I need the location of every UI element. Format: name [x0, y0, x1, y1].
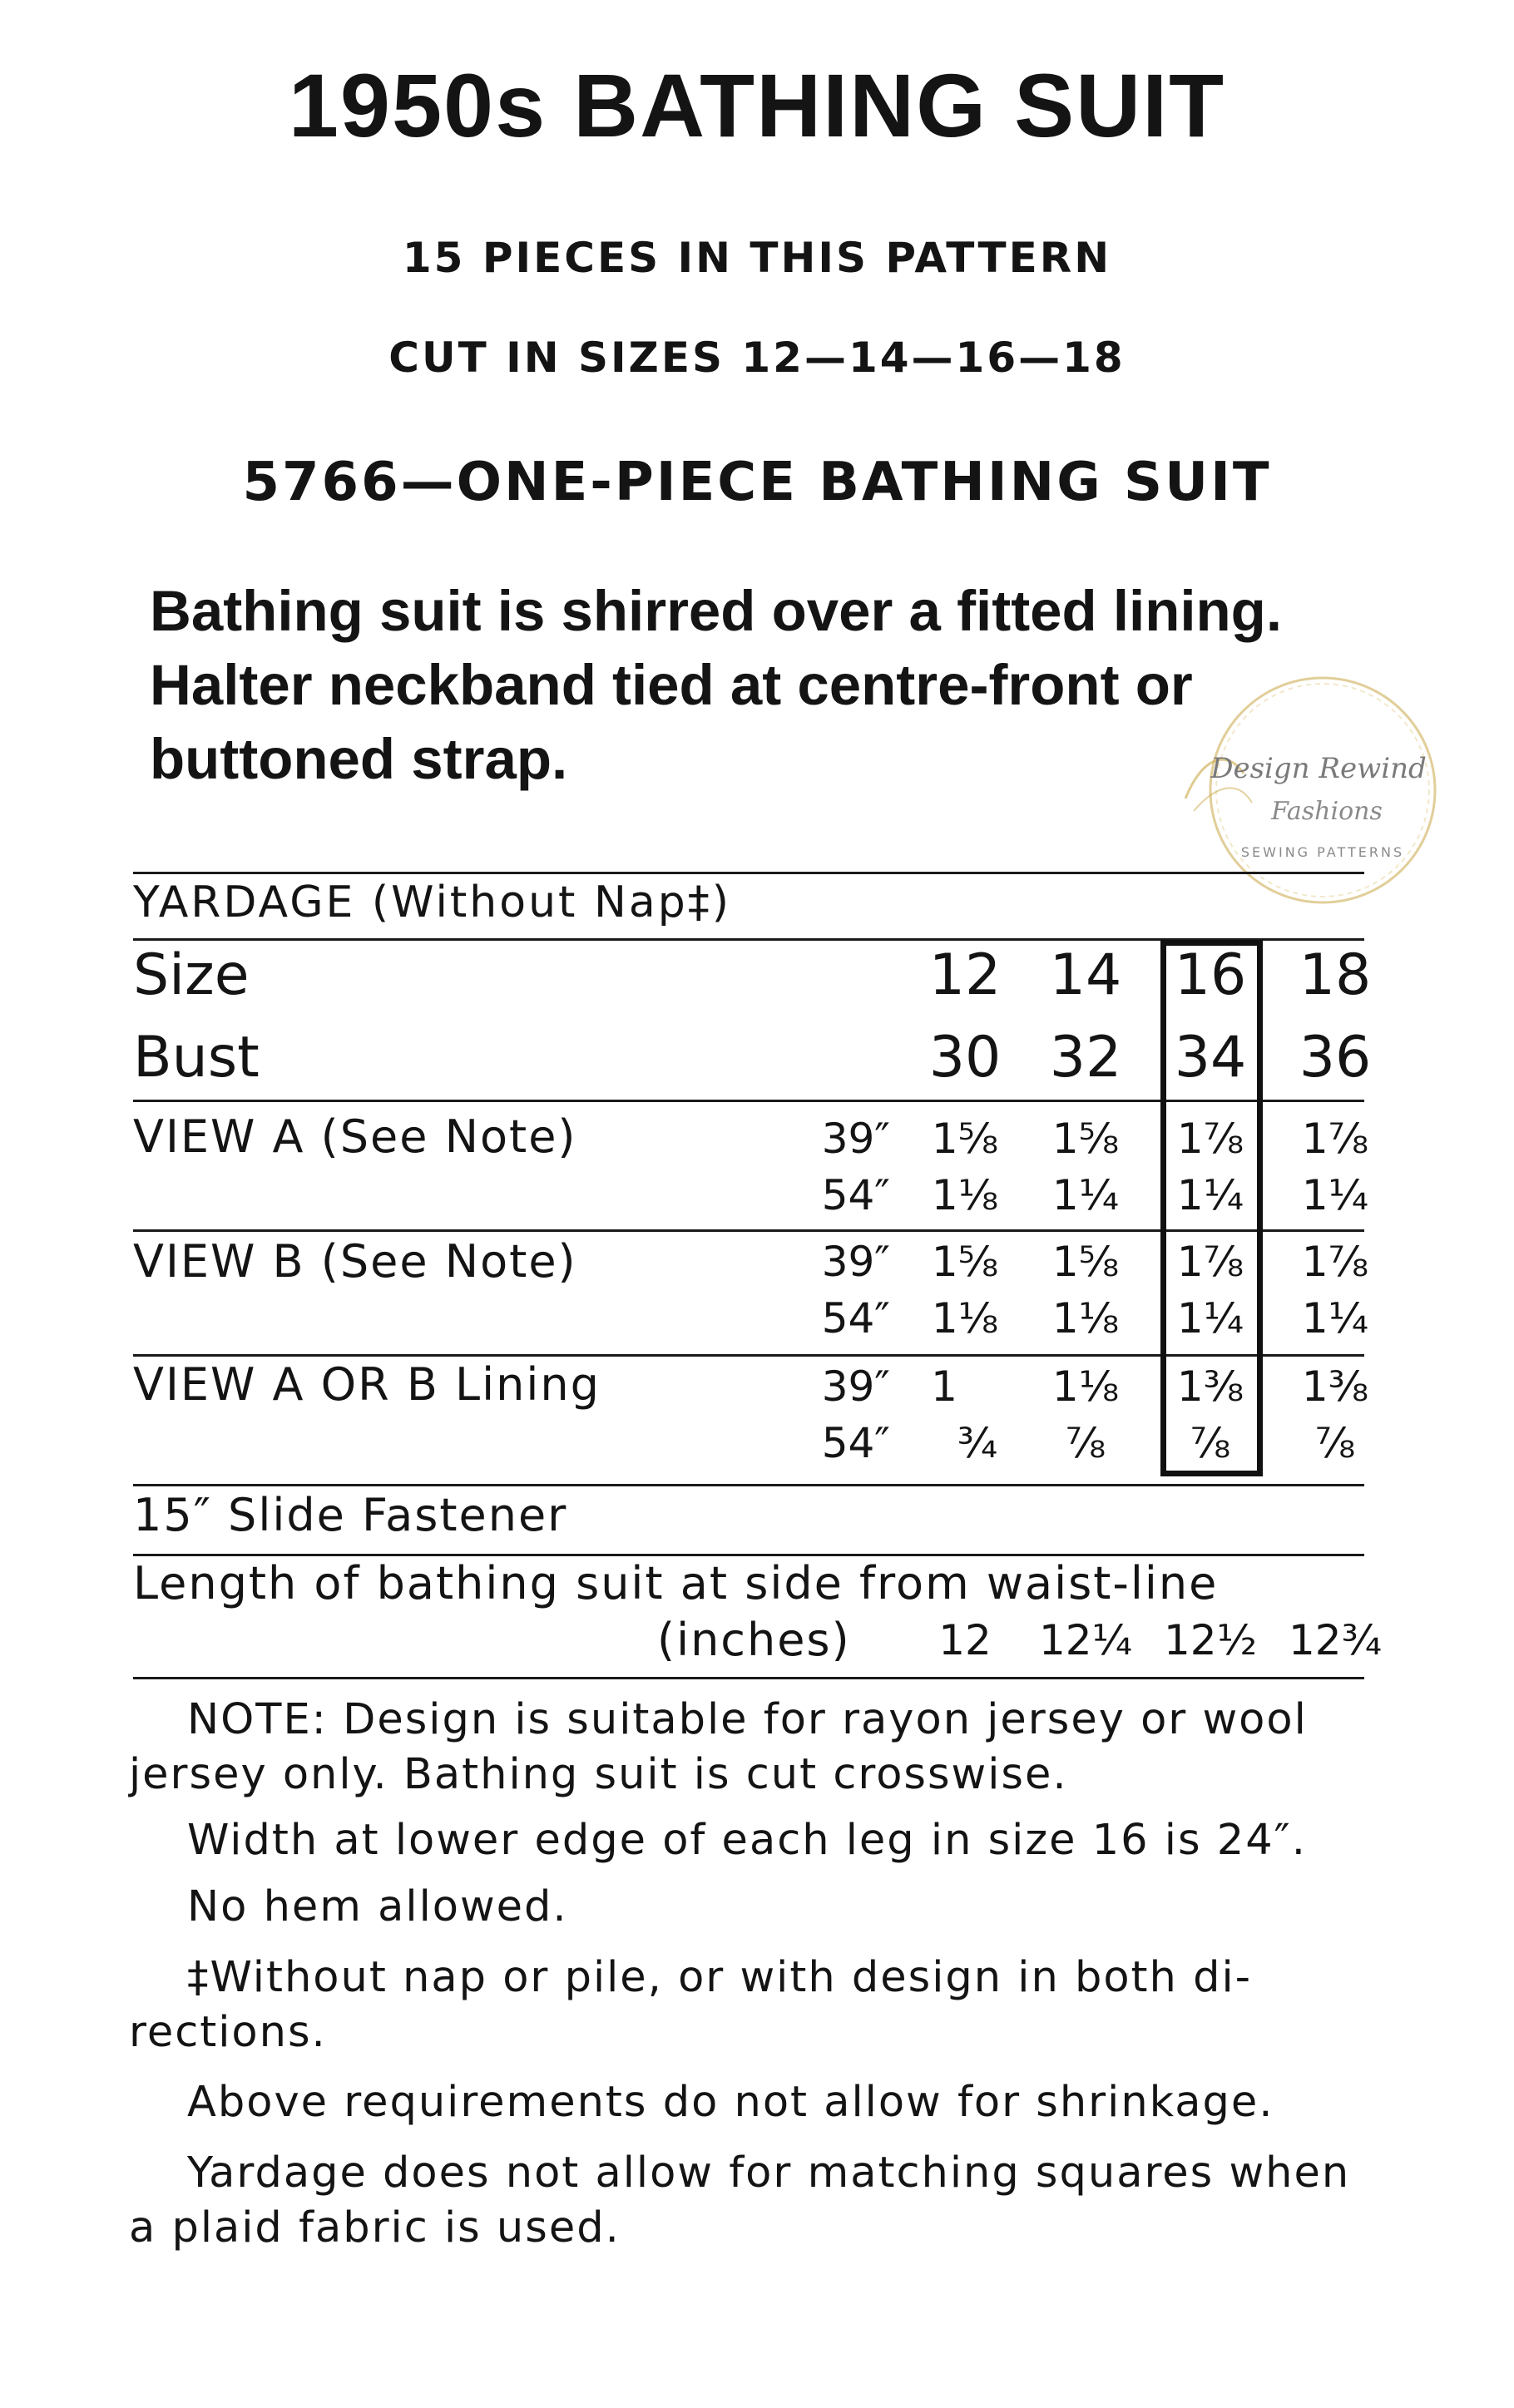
view-a-54-16: 1¼ [1176, 1171, 1244, 1219]
size-16: 16 [1174, 942, 1247, 1008]
sizes-cut: CUT IN SIZES 12—14—16—18 [388, 334, 1126, 382]
view-b-width-39: 39″ [821, 1238, 890, 1286]
view-a-label: VIEW A (See Note) [133, 1110, 577, 1163]
lining-39-18: 1⅜ [1301, 1362, 1369, 1411]
note-nap [129, 1951, 1377, 2060]
length-label: Length of bathing suit at side from waist-line [133, 1557, 1219, 1609]
note-fabric-line-1: NOTE: Design is suitable for rayon jersey or wool [187, 1695, 1308, 1744]
lining-54-16: ⅞ [1190, 1419, 1231, 1467]
page-title: 1950s BATHING SUIT [288, 55, 1226, 156]
note-fabric [129, 1693, 1377, 1802]
table-rule-top [133, 872, 1364, 874]
view-a-39-18: 1⅞ [1301, 1115, 1369, 1163]
view-b-39-12: 1⅝ [931, 1238, 999, 1286]
size-12: 12 [928, 942, 1002, 1008]
note-shrinkage: Above requirements do not allow for shrinkage. [187, 2078, 1274, 2127]
length-12: 12 [938, 1616, 992, 1664]
view-b-54-18: 1¼ [1301, 1294, 1369, 1342]
note-plaid-line-2: a plaid fabric is used. [129, 2203, 621, 2252]
note-leg-width: Width at lower edge of each leg in size 16 is 24″. [187, 1816, 1307, 1865]
logo-text-2: Fashions [1271, 797, 1383, 826]
length-16: 12½ [1163, 1616, 1258, 1664]
view-a-39-14: 1⅝ [1051, 1115, 1120, 1163]
size-label: Size [133, 942, 250, 1008]
description-line-2: Halter neckband tied at centre-front or [150, 653, 1193, 717]
view-a-54-18: 1¼ [1301, 1171, 1369, 1219]
note-nap-line-2: rections. [129, 2008, 327, 2057]
brand-logo-graphic [1160, 657, 1460, 932]
lining-54-14: ⅞ [1065, 1419, 1106, 1467]
note-nap-line-1: ‡Without nap or pile, or with design in both di- [187, 1953, 1253, 2002]
description-line-3: buttoned strap. [150, 727, 568, 791]
size-16-highlight-box [1160, 940, 1263, 1476]
yardage-heading: YARDAGE (Without Nap‡) [133, 878, 731, 927]
view-a-width-39: 39″ [821, 1115, 890, 1163]
view-b-54-14: 1⅛ [1051, 1294, 1120, 1342]
bust-14: 32 [1049, 1025, 1122, 1090]
note-plaid-line-1: Yardage does not allow for matching squares when [187, 2148, 1351, 2198]
lining-54-18: ⅞ [1314, 1419, 1356, 1467]
view-b-39-16: 1⅞ [1176, 1238, 1244, 1286]
size-18: 18 [1299, 942, 1372, 1008]
view-a-54-12: 1⅛ [931, 1171, 999, 1219]
table-rule-bottom [133, 1677, 1364, 1679]
brand-logo [1160, 657, 1460, 932]
bust-16: 34 [1174, 1025, 1247, 1090]
length-inches-label: (inches) [657, 1614, 851, 1666]
lining-39-14: 1⅛ [1051, 1362, 1120, 1411]
lining-width-39: 39″ [821, 1362, 890, 1411]
size-14: 14 [1049, 942, 1122, 1008]
note-hem: No hem allowed. [187, 1882, 568, 1931]
view-a-54-14: 1¼ [1051, 1171, 1120, 1219]
view-a-width-54: 54″ [821, 1171, 890, 1219]
view-b-54-16: 1¼ [1176, 1294, 1244, 1342]
bust-12: 30 [928, 1025, 1002, 1090]
view-a-39-12: 1⅝ [931, 1115, 999, 1163]
view-b-39-18: 1⅞ [1301, 1238, 1369, 1286]
view-a-39-16: 1⅞ [1176, 1115, 1244, 1163]
lining-39-12: 1 [931, 1362, 957, 1411]
view-b-54-12: 1⅛ [931, 1294, 999, 1342]
description-line-1: Bathing suit is shirred over a fitted lining. [150, 579, 1282, 643]
note-fabric-line-2: jersey only. Bathing suit is cut crosswise. [129, 1750, 1068, 1799]
lining-label: VIEW A OR B Lining [133, 1358, 601, 1411]
table-rule-lining [133, 1484, 1364, 1486]
pieces-count: 15 PIECES IN THIS PATTERN [402, 234, 1112, 282]
pattern-title: 5766—ONE-PIECE BATHING SUIT [242, 452, 1272, 513]
slide-fastener: 15″ Slide Fastener [133, 1489, 568, 1541]
view-b-label: VIEW B (See Note) [133, 1235, 577, 1288]
logo-text-1: Design Rewind [1210, 752, 1427, 785]
lining-54-12: ¾ [957, 1419, 998, 1467]
bust-18: 36 [1299, 1025, 1372, 1090]
view-b-39-14: 1⅝ [1051, 1238, 1120, 1286]
lining-width-54: 54″ [821, 1419, 890, 1467]
lining-39-16: 1⅜ [1176, 1362, 1244, 1411]
length-14: 12¼ [1038, 1616, 1133, 1664]
length-18: 12¾ [1288, 1616, 1383, 1664]
logo-text-3: SEWING PATTERNS [1240, 844, 1405, 860]
view-b-width-54: 54″ [821, 1294, 890, 1342]
note-plaid [129, 2146, 1377, 2256]
table-rule-fastener [133, 1554, 1364, 1556]
bust-label: Bust [133, 1025, 260, 1090]
